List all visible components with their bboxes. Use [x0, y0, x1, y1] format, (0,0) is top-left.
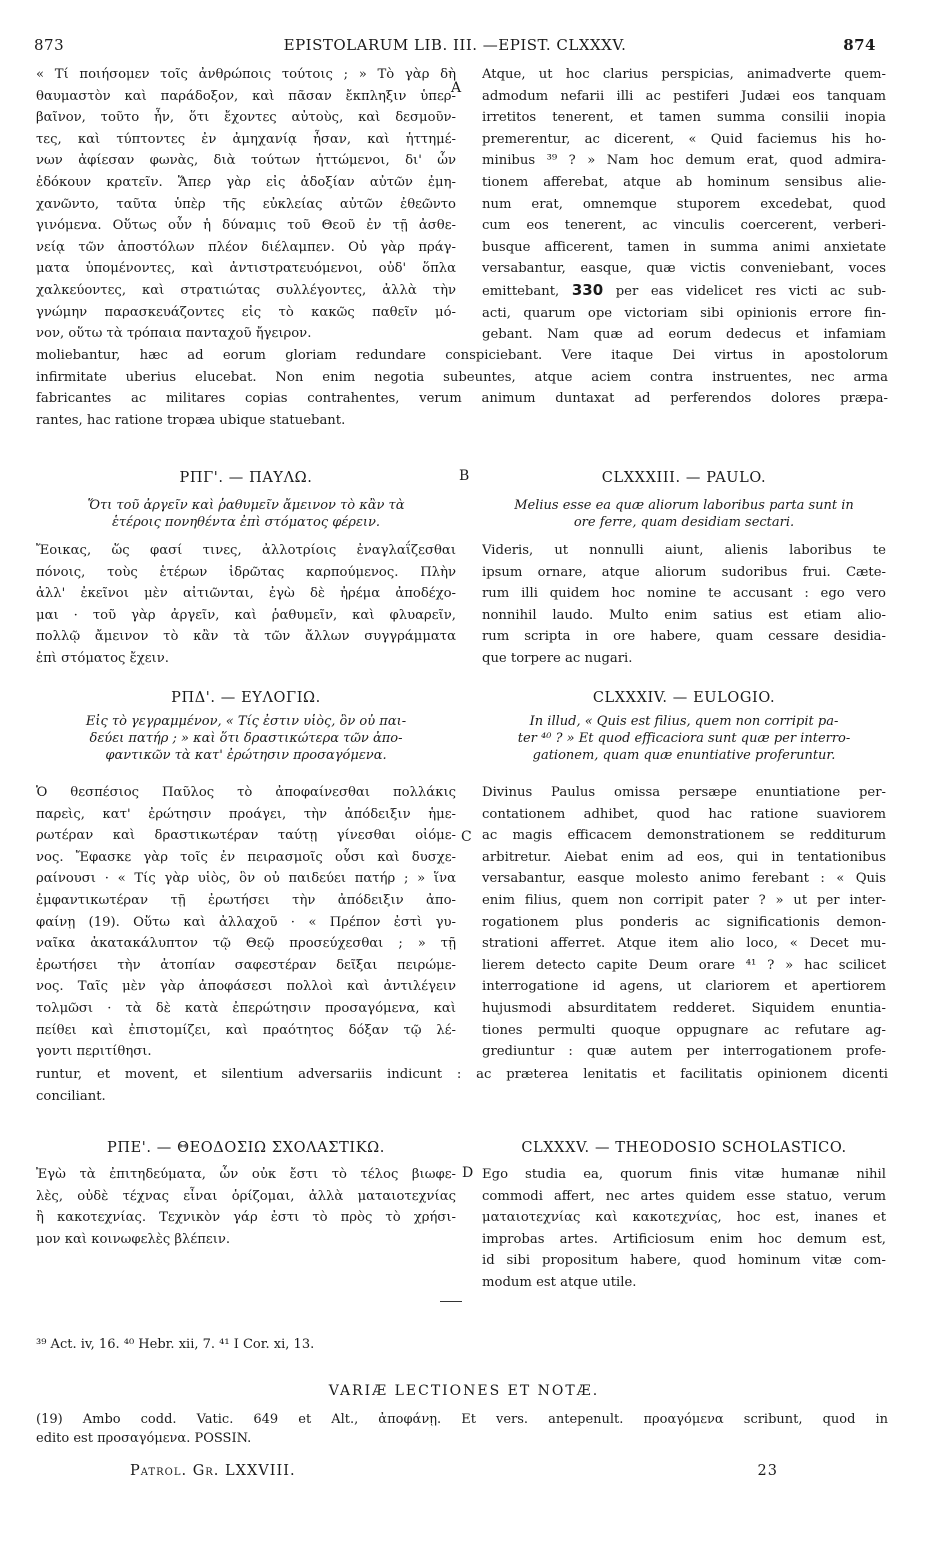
text-line: rantes, hac ratione tropæa ubique statuebant.: [36, 412, 346, 428]
greek-line: τες, καὶ τύπτοντες ἐν ἀμηχανίᾳ ἦσαν, καὶ ἡττημέ-: [36, 131, 456, 147]
latin-line: gebant. Nam quæ ad eorum dedecus et infamiam: [482, 327, 886, 343]
column-number-330: 330: [571, 280, 604, 299]
greek-body-183: [36, 540, 456, 670]
latin-line: ac magis efficacem demonstrationem se redditurum: [482, 828, 886, 844]
latin-summary-183: [482, 497, 886, 531]
note-line: (19) Ambo codd. Vatic. 649 et Alt., ἀποφάνῃ. Et vers. antepenult. προαγόμενα scribunt, quod in: [36, 1412, 888, 1427]
running-title: EPISTOLARUM LIB. III. —EPIST. CLXXXV.: [283, 36, 627, 54]
summary-line: Εἰς τὸ γεγραμμένον, « Τίς ἐστιν υἱὸς, ὃν οὐ παι-: [85, 714, 407, 729]
page-number-left: 873: [34, 36, 65, 54]
latin-line: minibus ³⁹ ? » Nam hoc demum erat, quod admira-: [482, 153, 886, 169]
full-width-text-top: [36, 345, 888, 431]
latin-line: lierem detecto capite Deum orare ⁴¹ ? » hac scilicet: [482, 957, 886, 973]
greek-line: ραίνουσι · « Τίς γὰρ υἱὸς, ὃν οὐ παιδεύει πατήρ ; » ἵνα: [36, 871, 456, 887]
latin-line: Atque, ut hoc clarius perspicias, animadverte quem-: [482, 67, 886, 82]
greek-line: Ἔοικας, ὥς φασί τινες, ἀλλοτρίοις ἐναγλαΐζεσθαι: [36, 543, 456, 558]
greek-column-top: [36, 64, 456, 345]
latin-heading-183: CLXXXIII. — PAULO.: [601, 470, 767, 486]
variae-lectiones-note: [36, 1410, 888, 1448]
latin-line: hujusmodi absurditatem redderet. Siquidem enuntia-: [482, 1000, 886, 1016]
greek-line: ἐπὶ στόματος ἔχειν.: [36, 650, 169, 666]
footnotes: ³⁹ Act. iv, 16. ⁴⁰ Hebr. xii, 7. ⁴¹ I Cor. xi, 13.: [36, 1337, 315, 1352]
greek-line: « Τί ποιήσομεν τοῖς ἀνθρώποις τούτοις ; » Τὸ γὰρ δὴ: [36, 67, 456, 82]
greek-line: βαῖνον, τοῦτο ἦν, ὅτι ἔχοντες αὐτοὺς, καὶ δεσμοῦν-: [36, 110, 456, 126]
greek-line: ἐμφαντικωτέραν τῇ ἐρωτήσει τὴν ἀπόδειξιν ἀπο-: [36, 892, 456, 908]
latin-line: busque afficerent, tamen in summa animi anxietate: [482, 239, 886, 255]
greek-line: μον καὶ κοινωφελὲς βλέπειν.: [36, 1231, 231, 1247]
latin-line: contationem adhibet, quod hac ratione suaviorem: [482, 806, 886, 822]
latin-heading-185: CLXXXV. — THEODOSIO SCHOLASTICO.: [521, 1140, 847, 1156]
greek-line: νος. Ταῖς μὲν γὰρ ἀποφάσεσι πολλοὶ καὶ ἀντιλέγειν: [36, 979, 456, 995]
signature-number: 23: [757, 1463, 778, 1479]
latin-line: premerentur, ac dicerent, « Quid faciemus his ho-: [482, 131, 886, 147]
latin-line: Divinus Paulus omissa persæpe enuntiatione per-: [482, 785, 886, 800]
latin-line: rum illi quidem hoc nomine te accusant : ego vero: [482, 586, 886, 602]
summary-line: ἑτέροις πονηθέντα ἐπὶ στόματος φέρειν.: [111, 515, 381, 530]
greek-line: πείθει καὶ ἐπιστομίζει, καὶ πραότητος δόξαν τῷ λέ-: [36, 1022, 456, 1038]
greek-line: φαίνῃ (19). Οὕτω καὶ ἀλλαχοῦ · « Πρέπον ἐστὶ γυ-: [36, 914, 456, 930]
latin-line: Videris, ut nonnulli aiunt, alienis laboribus te: [482, 543, 886, 558]
summary-line: ore ferre, quam desidiam sectari.: [573, 515, 795, 530]
running-header: [34, 36, 876, 56]
latin-line: ματαιοτεχνίας καὶ κακοτεχνίας, hoc est, inanes et: [482, 1210, 886, 1226]
greek-line: γοντι περιτίθησι.: [36, 1044, 152, 1060]
greek-line: τολμῶσι · τὰ δὲ κατὰ ἐπερώτησιν προσαγόμενα, καὶ: [36, 1000, 456, 1016]
latin-line: rum scripta in ore habere, quam cessare desidia-: [482, 629, 886, 645]
latin-line: num erat, omnemque stuporem excedebat, quod: [482, 196, 886, 212]
latin-line: improbas artes. Artificiosum enim hoc demum est,: [482, 1231, 886, 1247]
summary-line: δεύει πατήρ ; » καὶ ὅτι δραστικώτερα τῶν ἀπο-: [89, 731, 403, 746]
summary-line: Ὅτι τοῦ ἀργεῖν καὶ ῥαθυμεῖν ἄμεινον τὸ κἂν τὰ: [87, 498, 405, 513]
latin-column-top: [482, 64, 886, 346]
latin-line: acti, quarum ope victoriam sibi opinionis errore fin-: [482, 305, 886, 321]
greek-line: χαλκεύοντες, καὶ στρατιώτας συλλέγοντες, ἀλλὰ τὴν: [36, 282, 456, 298]
latin-line: modum est atque utile.: [482, 1274, 637, 1290]
greek-line: ἢ κακοτεχνίας. Τεχνικὸν γάρ ἐστι τὸ πρὸς τὸ χρήσι-: [36, 1210, 456, 1226]
greek-body-185: [36, 1164, 456, 1250]
latin-body-183: [482, 540, 886, 670]
latin-line: tionem afferebat, atque ab hominum sensibus alie-: [482, 174, 886, 190]
greek-line: πόνοις, τοὺς ἑτέρων ἱδρῶτας καρπούμενος. Πλὴν: [36, 564, 456, 580]
greek-line: Ἐγὼ τὰ ἐπιτηδεύματα, ὧν οὐκ ἔστι τὸ τέλος βιωφε-: [36, 1167, 456, 1182]
greek-line: Ὁ θεσπέσιος Παῦλος τὸ ἀποφαίνεσθαι πολλάκις: [36, 785, 456, 800]
greek-line: ρωτέραν καὶ δραστικωτέραν ταύτῃ γίνεσθαι οἰόμε-: [36, 828, 456, 844]
latin-line: tiones permulti quoque oppugnare ac refutare ag-: [482, 1022, 886, 1038]
latin-line: interrogatione id agens, ut clariorem et apertiorem: [482, 979, 886, 995]
summary-line: In illud, « Quis est filius, quem non corripit pa-: [529, 714, 839, 729]
latin-summary-184: [482, 713, 886, 764]
latin-line: strationi afferret. Atque item alio loco, « Decet mu-: [482, 936, 886, 952]
greek-heading-185: ΡΠΕ'. — ΘΕΟΔΟΣΙΩ ΣΧΟΛΑΣΤΙΚΩ.: [107, 1140, 385, 1156]
latin-fragment: emittebant,: [482, 283, 560, 299]
greek-body-184: [36, 782, 456, 1063]
latin-line: arbitretur. Aiebat enim ad eos, qui in tentationibus: [482, 849, 886, 865]
greek-summary-183: [36, 497, 456, 531]
section-divider: [440, 1301, 462, 1302]
summary-line: Melius esse ea quæ aliorum laboribus parta sunt in: [514, 498, 854, 513]
latin-line: rogationem plus ponderis ac significationis demon-: [482, 914, 886, 930]
latin-line: Ego studia ea, quorum finis vitæ humanæ nihil: [482, 1167, 886, 1182]
margin-letter-a: A: [451, 80, 462, 96]
greek-line: πολλῷ ἄμεινον τὸ κἂν τὰ τῶν ἄλλων συγγράμματα: [36, 629, 456, 645]
latin-body-185: [482, 1164, 886, 1294]
margin-letter-b: B: [459, 468, 470, 484]
latin-line: commodi affert, nec artes quidem esse statuo, verum: [482, 1188, 886, 1204]
latin-line: admodum nefarii illi ac pestiferi Judæi eos tanquam: [482, 88, 886, 104]
greek-line: νον, οὕτω τὰ τρόπαια πανταχοῦ ἤγειρον.: [36, 326, 312, 342]
summary-line: gationem, quam quæ enuntiative proferuntur.: [532, 748, 836, 763]
latin-line: id sibi propositum habere, quod hominum vitæ com-: [482, 1253, 886, 1269]
greek-line: ἀλλ' ἐκεῖνοι μὲν αἰτιῶνται, ἐγὼ δὲ ἠρέμα ἀποδέχο-: [36, 586, 456, 602]
greek-line: θαυμαστὸν καὶ παράδοξον, καὶ πᾶσαν ἔκπληξιν ὑπερ-: [36, 88, 456, 104]
greek-line: λὲς, οὐδὲ τέχνας εἶναι ὁρίζομαι, ἀλλὰ ματαιοτεχνίας: [36, 1188, 456, 1204]
greek-heading-184: ΡΠΔ'. — ΕΥΛΟΓΙΩ.: [171, 690, 321, 706]
latin-fragment: per eas videlicet res victi ac sub-: [615, 283, 886, 299]
greek-line: ναῖκα ἀκατακάλυπτον τῷ Θεῷ προσεύχεσθαι ; » τῇ: [36, 936, 456, 952]
greek-line: γινόμενα. Οὕτως οὖν ἡ δύναμις τοῦ Θεοῦ ἐν τῇ ἀσθε-: [36, 218, 456, 234]
greek-line: ματα ὑπομένοντες, καὶ ἀντιστρατευόμενοι, οὐδ' ὅπλα: [36, 261, 456, 277]
latin-line: enim filius, quem non corripit pater ? » ut per inter-: [482, 892, 886, 908]
text-line: infirmitate uberius elucebat. Non enim negotia subeuntes, atque aciem contra instruentes, nec arma: [36, 369, 888, 385]
summary-line: ter ⁴⁰ ? » Et quod efficaciora sunt quæ per interro-: [517, 731, 851, 746]
greek-line: νος. Ἔφασκε γὰρ τοῖς ἐν πειρασμοῖς οὖσι καὶ δυσχε-: [36, 849, 456, 865]
latin-line-330: [482, 280, 886, 303]
latin-line: cum eos tenerent, ac vinculis coercerent, verberi-: [482, 218, 886, 234]
page-number-right: 874: [843, 36, 876, 54]
text-line: runtur, et movent, et silentium adversariis indicunt : ac præterea lenitatis et facilitatis opinionem dicenti: [36, 1067, 888, 1082]
summary-line: φαντικῶν τὰ κατ' ἐρώτησιν προσαγόμενα.: [105, 748, 387, 763]
greek-line: ἐδόκουν κρατεῖν. Ἅπερ γὰρ εἰς ἀδοξίαν αὐτῶν ἐμη-: [36, 174, 456, 190]
greek-line: γνώμην παρασκευάζοντες εἰς τὸ κακῶς παθεῖν μό-: [36, 304, 456, 320]
latin-line: que torpere ac nugari.: [482, 650, 633, 666]
greek-heading-183: ΡΠΓ'. — ΠΑΥΛΩ.: [179, 470, 313, 486]
latin-line: nonnihil laudo. Multo enim satius est etiam alio-: [482, 607, 886, 623]
full-width-text-184: [36, 1064, 888, 1107]
latin-body-184: [482, 782, 886, 1063]
latin-line: grediuntur : quæ autem per interrogationem profe-: [482, 1044, 886, 1060]
greek-line: παρεὶς, κατ' ἐρώτησιν προάγει, τὴν ἀπόδειξιν ἡμε-: [36, 806, 456, 822]
greek-line: ἐρωτήσει τὴν ἀτοπίαν σαφεστέραν δεῖξαι πειρώμε-: [36, 957, 456, 973]
greek-line: χανῶντο, ταῦτα ὑπὲρ τῆς εὐκλείας αὐτῶν ἐθεῶντο: [36, 196, 456, 212]
latin-line: versabantur, easque molesto animo ferebant : « Quis: [482, 871, 886, 887]
text-line: moliebantur, hæc ad eorum gloriam redundare conspiciebant. Vere itaque Dei virtus in apostolorum: [36, 348, 888, 363]
greek-line: μαι · τοῦ γὰρ ἀργεῖν, καὶ ῥαθυμεῖν, καὶ φλυαρεῖν,: [36, 607, 456, 623]
latin-line: ipsum ornare, atque aliorum sudoribus frui. Cæte-: [482, 564, 886, 580]
variae-lectiones-heading: VARIÆ LECTIONES ET NOTÆ.: [328, 1383, 600, 1399]
margin-letter-c: C: [461, 829, 472, 845]
note-line: edito est προσαγόμενα. POSSIN.: [36, 1431, 252, 1446]
patrologia-volume: Patrol. Gr. LXXVIII.: [130, 1463, 296, 1479]
latin-line: irretitos tenerent, et tamen summa consilii inopia: [482, 110, 886, 126]
text-line: fabricantes ac militares copias contrahentes, verum animum duntaxat ad perferendos dolores præpa-: [36, 391, 888, 407]
greek-line: νων ἀφίεσαν φωνὰς, διὰ τούτων ἡττώμενοι, δι' ὧν: [36, 153, 456, 169]
greek-summary-184: [36, 713, 456, 764]
margin-letter-d: D: [462, 1165, 474, 1181]
latin-heading-184: CLXXXIV. — EULOGIO.: [592, 690, 776, 706]
latin-line: versabantur, easque, quæ victis conveniebant, voces: [482, 261, 886, 277]
text-line: conciliant.: [36, 1088, 106, 1104]
greek-line: νείᾳ τῶν ἀποστόλων πλέον διέλαμπεν. Οὐ γὰρ πράγ-: [36, 239, 456, 255]
